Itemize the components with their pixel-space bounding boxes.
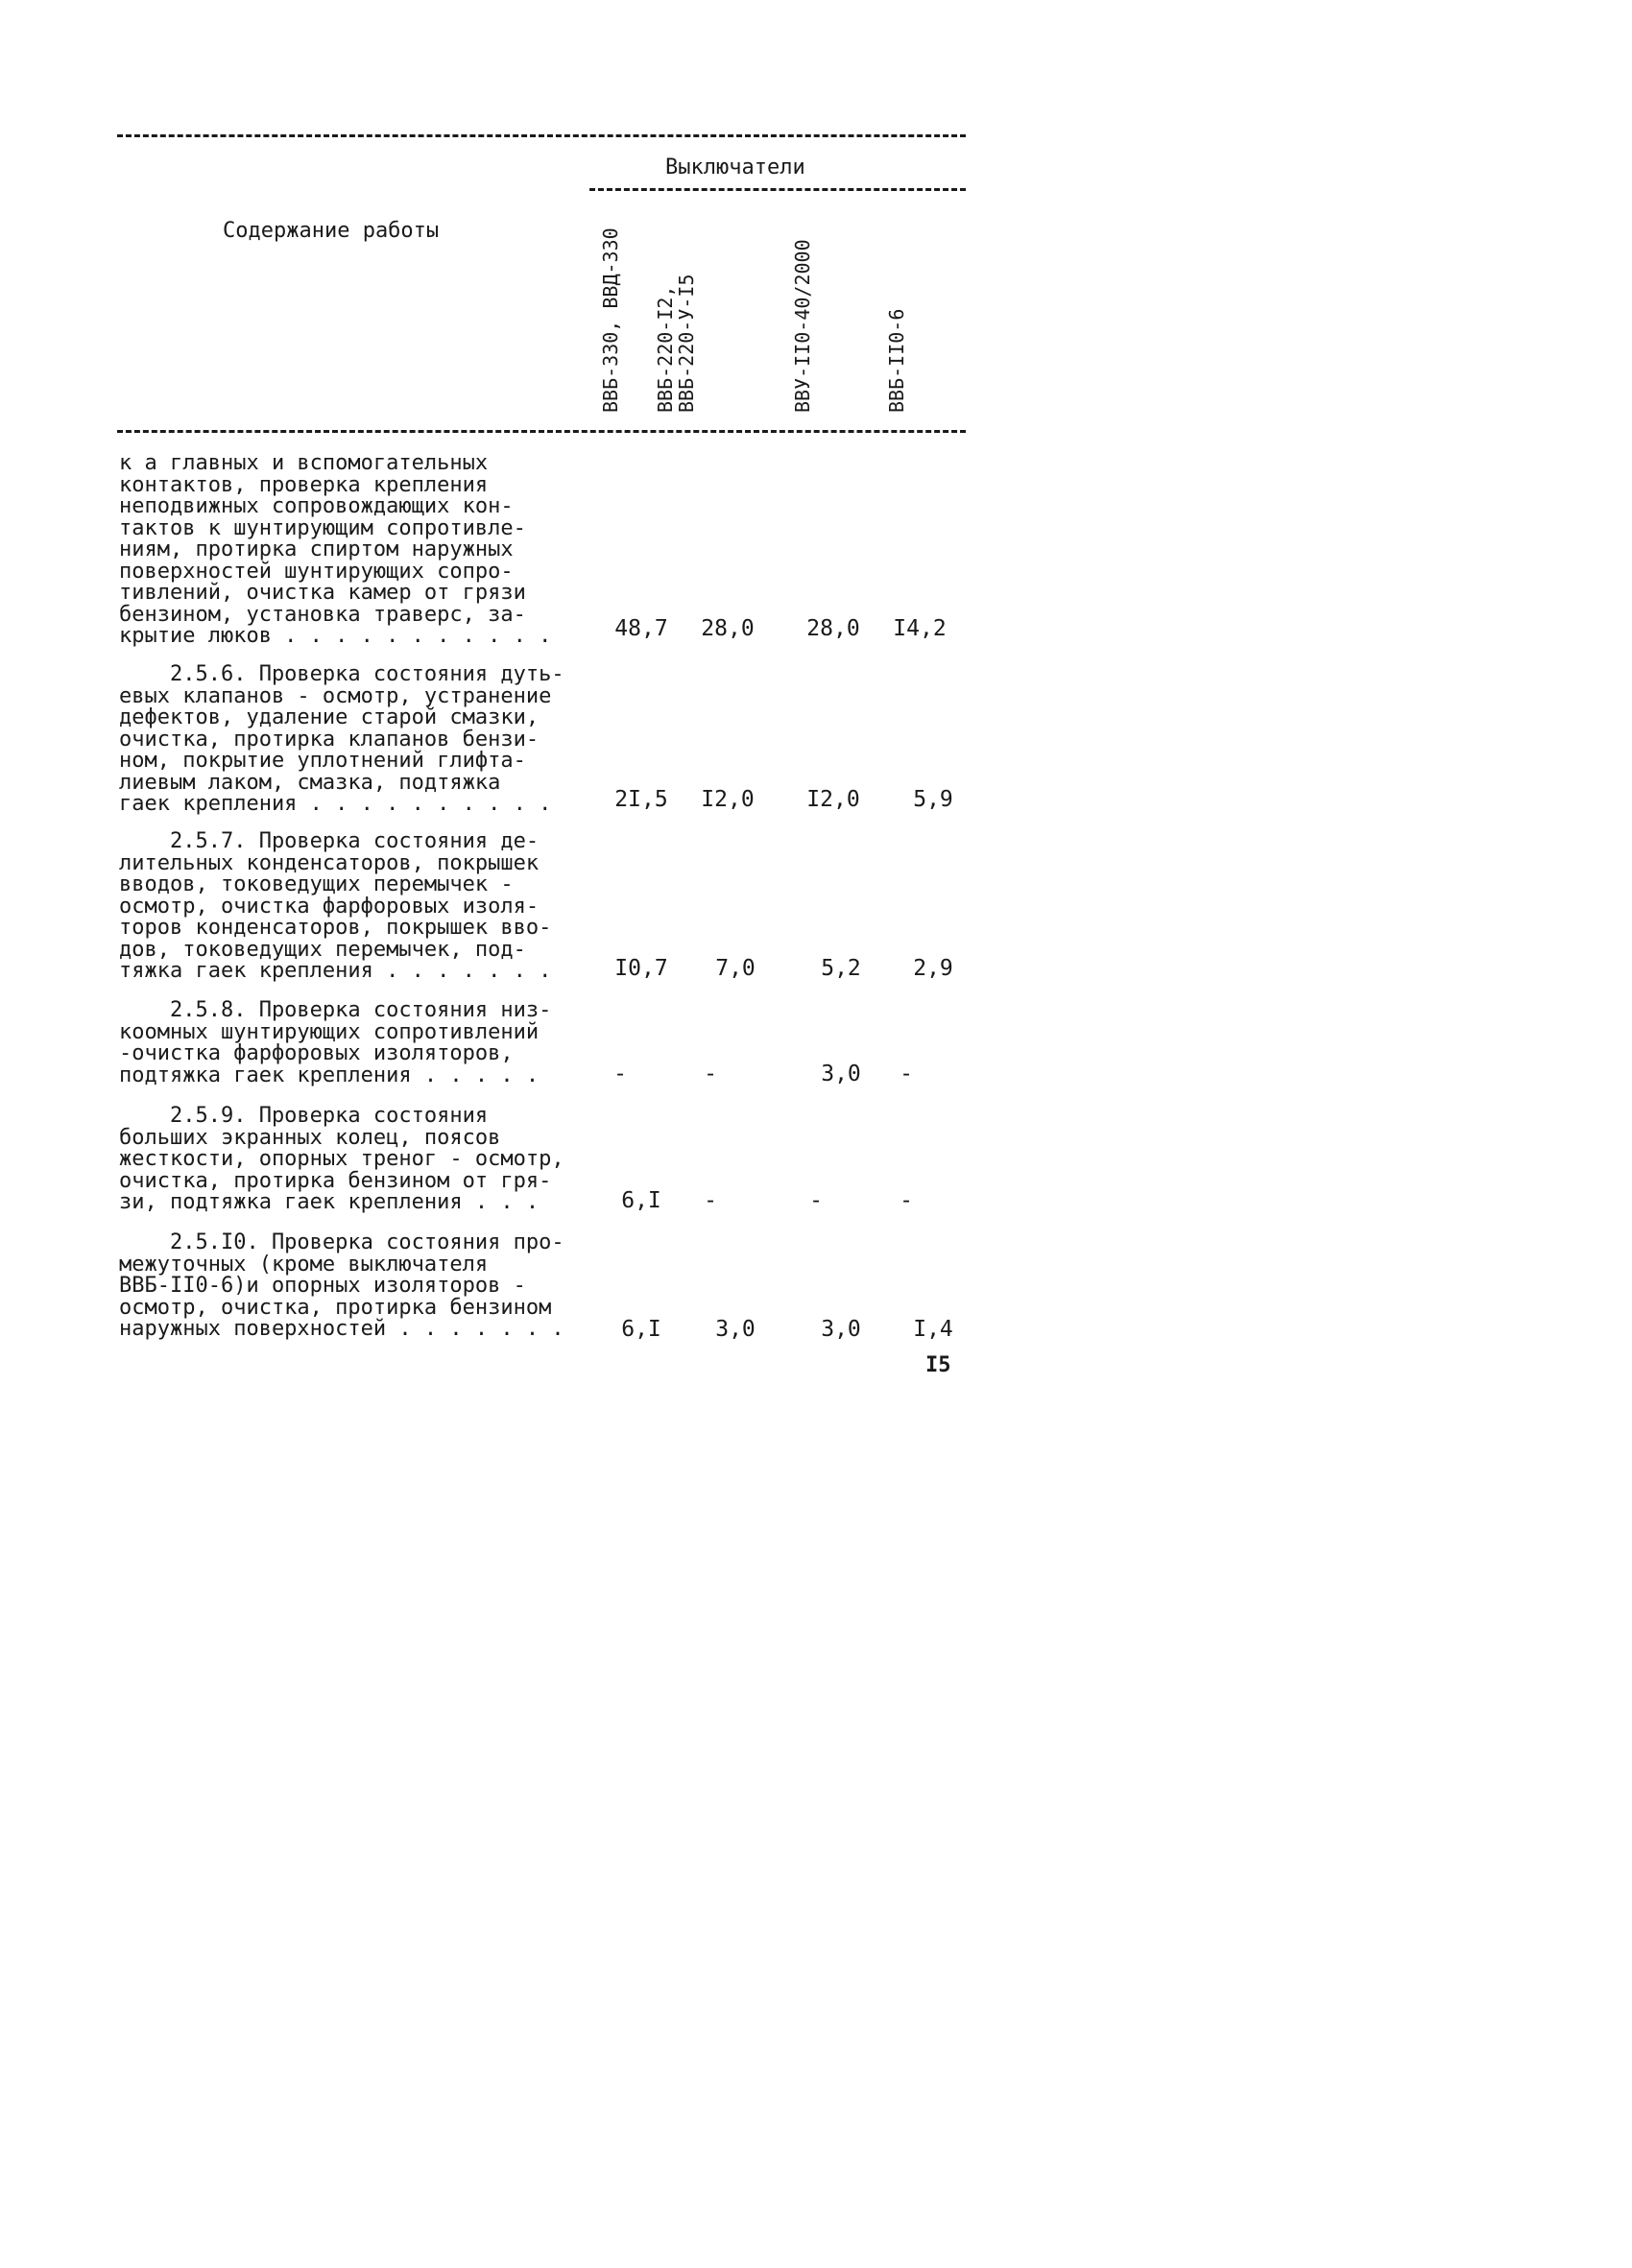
row-description: 2.5.7. Проверка состояния де- лительных конденсаторов, покрышек вводов, токоведущих перемычек - осмотр, очистка фарфоровых изоля- торов конденсаторов, покрышек вво- дов, токоведущих перемычек, под- тяжка гаек крепления . . . . . . .	[119, 829, 552, 983]
row-value-col-4: -	[900, 1188, 913, 1213]
row-value-col-3: 28,0	[806, 616, 860, 641]
row-value-col-2: -	[704, 1188, 717, 1213]
column-header-1-line-1: ВВБ-330, ВВД-330	[599, 227, 622, 413]
row-value-col-4: 5,9	[913, 787, 953, 812]
row-value-col-4: I,4	[913, 1317, 953, 1342]
row-value-col-1: 48,7	[614, 616, 668, 641]
row-value-col-4: 2,9	[913, 956, 953, 981]
column-header-3-line-1: ВВУ-II0-40/2000	[791, 239, 814, 413]
row-value-col-1: I0,7	[614, 956, 668, 981]
row-value-col-3: 3,0	[821, 1062, 861, 1086]
column-header-2-line-1: ВВБ-220-I2,	[654, 285, 677, 413]
header-bottom-rule	[117, 430, 966, 433]
row-value-col-1: 6,I	[621, 1317, 661, 1342]
row-description: 2.5.6. Проверка состояния дуть- евых клапанов - осмотр, устранение дефектов, удаление старой смазки, очистка, протирка клапанов бензи- ном, покрытие уплотнений глифта- лиевым лаком, смазка, подтяжка гаек крепления . . . . . . . . . .	[119, 662, 564, 816]
document-page	[0, 0, 1086, 1536]
row-description: 2.5.I0. Проверка состояния про- межуточных (кроме выключателя ВВБ-II0-6)и опорных изоляторов - осмотр, очистка, протирка бензином наружных поверхностей . . . . . . .	[119, 1230, 564, 1341]
row-value-col-3: 5,2	[821, 956, 861, 981]
row-value-col-1: -	[613, 1062, 627, 1086]
row-value-col-3: -	[809, 1188, 823, 1213]
row-value-col-2: -	[704, 1062, 717, 1086]
column-header-2-line-2: ВВБ-220-У-I5	[675, 274, 698, 413]
content-column-header: Содержание работы	[223, 219, 440, 243]
column-header-4-line-1: ВВБ-II0-6	[885, 308, 908, 413]
row-value-col-2: I2,0	[701, 787, 755, 812]
row-value-col-4: -	[900, 1062, 913, 1086]
row-value-col-3: I2,0	[806, 787, 860, 812]
column-header-1	[599, 182, 660, 413]
switches-group-header: Выключатели	[665, 155, 805, 179]
row-value-col-1: 6,I	[621, 1188, 661, 1213]
top-rule	[117, 134, 966, 137]
row-value-col-3: 3,0	[821, 1317, 861, 1342]
row-description: 2.5.8. Проверка состояния низ- коомных шунтирующих сопротивлений -очистка фарфоровых изоляторов, подтяжка гаек крепления . . . . .	[119, 998, 552, 1087]
column-header-3	[791, 182, 852, 413]
page-number: I5	[925, 1353, 951, 1377]
row-description: 2.5.9. Проверка состояния больших экранных колец, поясов жесткости, опорных треног - осмотр, очистка, протирка бензином от гря- зи, подтяжка гаек крепления . . .	[119, 1104, 564, 1214]
column-header-2	[654, 182, 747, 413]
row-value-col-2: 7,0	[715, 956, 756, 981]
row-description: к а главных и вспомогательных контактов, проверка крепления неподвижных сопровождающих кон- тактов к шунтирующим сопротивле- ниям, протирка спиртом наружных поверхностей шунтирующих сопро- тивлений, очистка камер от грязи бензином, установка траверс, за- крытие люков . . . . . . . . . . .	[119, 451, 552, 648]
row-value-col-1: 2I,5	[614, 787, 668, 812]
row-value-col-2: 3,0	[715, 1317, 756, 1342]
row-value-col-4: I4,2	[893, 616, 947, 641]
row-value-col-2: 28,0	[701, 616, 755, 641]
column-header-4	[885, 182, 947, 413]
